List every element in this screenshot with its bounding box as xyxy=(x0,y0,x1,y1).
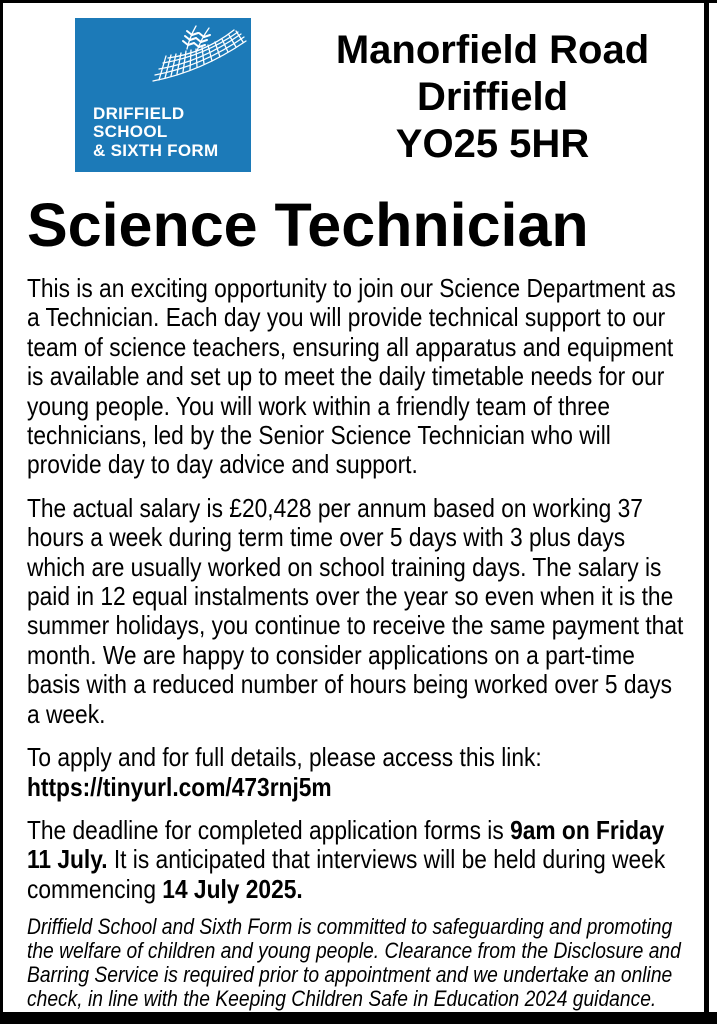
school-name xyxy=(93,105,218,161)
address-postcode: YO25 5HR xyxy=(395,122,590,166)
interview-date: 14 July 2025. xyxy=(162,873,303,904)
school-name-line-2: SCHOOL xyxy=(93,122,168,141)
page-border-right xyxy=(704,3,709,1012)
apply-section xyxy=(27,743,689,802)
content-column xyxy=(3,193,717,1011)
address-street: Manorfield Road xyxy=(335,28,650,72)
wheat-field-logo-icon xyxy=(149,24,249,86)
school-name-line-1: DRIFFIELD xyxy=(93,103,185,123)
interview-text: It is anticipated that interviews will be held during week commencing xyxy=(27,844,666,904)
deadline-paragraph xyxy=(27,816,689,904)
safeguarding-notice: Driffield School and Sixth Form is committed to safeguarding and promoting the welfare of children and young people. Clearance from the Disclosure and Barring Service is required prior to appointment and we undertake an online check, in line with the Keeping Children Safe in Education 2024 guidance. xyxy=(27,914,681,1012)
intro-paragraph: This is an exciting opportunity to join our Science Department as a Technician. Each day you will provide technical support to our team of science teachers, ensuring all apparatus and equipment is available and set up to meet the daily timetable needs for our young people. You will work within a friendly team of three technicians, led by the Senior Science Technician who will provide day to day advice and support. xyxy=(27,273,676,480)
deadline-date: 9am on Friday 11 July. xyxy=(27,814,665,875)
school-name-line-3: & SIXTH FORM xyxy=(93,140,219,160)
body-copy xyxy=(27,274,689,1011)
page-title: Science Technician xyxy=(27,191,589,259)
school-logo xyxy=(75,18,251,172)
header xyxy=(3,3,717,172)
apply-instruction: To apply and for full details, please access this link: xyxy=(27,742,542,773)
address-block xyxy=(251,18,704,172)
salary-paragraph: The actual salary is £20,428 per annum based on working 37 hours a week during term time over 5 days with 3 plus days which are usually worked on school training days. The salary is paid in 12 equal instalments over the year so even when it is the summer holidays, you continue to receive the same payment that month. We are happy to consider applications on a part-time basis with a reduced number of hours being worked over 5 days a week. xyxy=(27,492,684,729)
application-link: https://tinyurl.com/473rnj5m xyxy=(27,771,332,802)
deadline-text: The deadline for completed application forms is xyxy=(27,814,511,845)
address-town: Driffield xyxy=(416,75,569,119)
